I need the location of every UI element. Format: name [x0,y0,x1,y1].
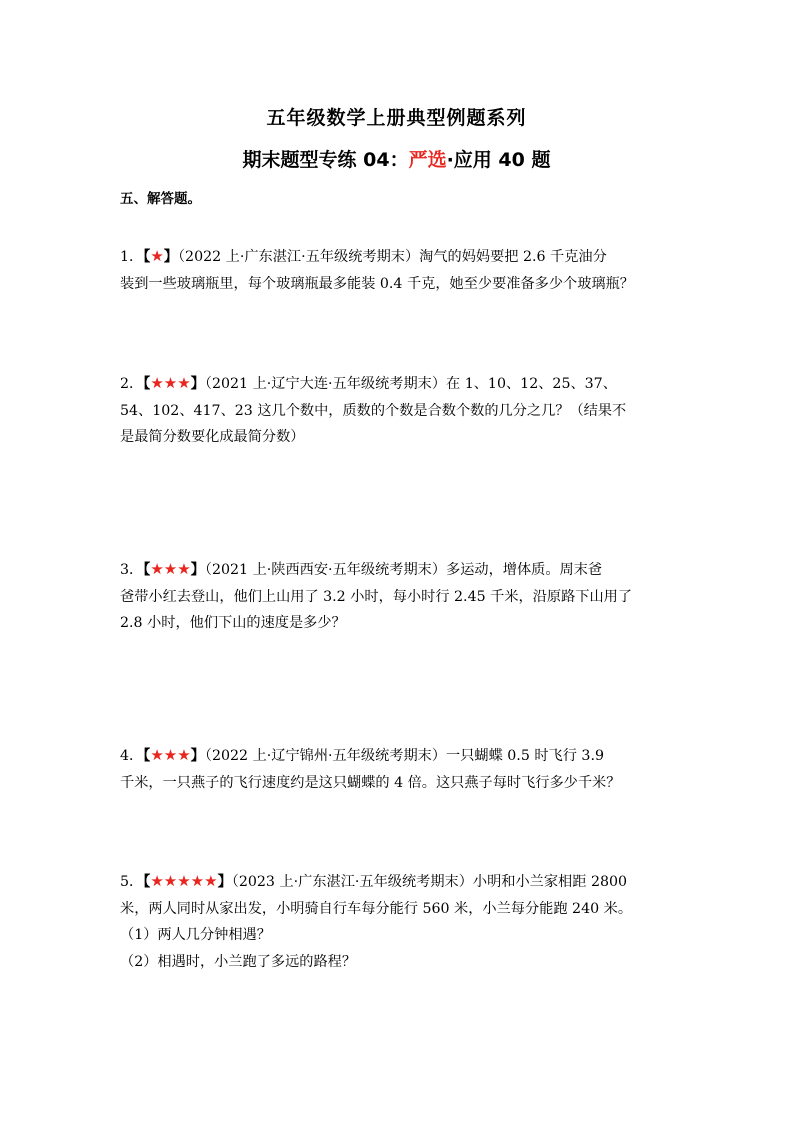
subtitle-prefix: 期末题型专练 04： [242,149,409,171]
question-text: （2021 上·陕西西安·五年级统考期末）多运动，增体质。周末爸 [204,562,603,578]
question-text: （2022 上·广东湛江·五年级统考期末）淘气的妈妈要把 2.6 千克油分 [177,249,607,265]
question-text: （2023 上·广东湛江·五年级统考期末）小明和小兰家相距 2800 [231,874,628,890]
question-number: 5． [120,874,144,890]
question-text: 装到一些玻璃瓶里，每个玻璃瓶最多能装 0.4 千克，她至少要准备多少个玻璃瓶？ [120,275,634,292]
subtitle-highlight: 严选 [408,149,447,171]
question-text: 米，两人同时从家出发，小明骑自行车每分能行 560 米，小兰每分能跑 240 米。 [120,900,633,917]
sub-question-2: （2）相遇时，小兰跑了多远的路程？ [120,953,357,970]
question-text: 2.8 小时，他们下山的速度是多少？ [120,615,346,631]
document-subtitle [0,145,793,172]
question-text: 爸带小红去登山，他们上山用了 3.2 小时，每小时行 2.45 千米，沿原路下山用了 [120,588,633,605]
sub-question-1: （1）两人几分钟相遇？ [120,927,271,943]
question-4: 4．【★★★】（2022 上·辽宁锦州·五年级统考期末）一只蝴蝶 0.5 时飞行 3.9 千米，一只燕子的飞行速度约是这只蝴蝶的 4 倍。这只燕子每时飞行多少千米？ [120,742,680,796]
question-number: 3． [120,562,144,578]
question-2: 2．【★★★】（2021 上·辽宁大连·五年级统考期末）在 1、10、12、25、37、 54、102、417、23 这几个数中，质数的个数是合数个数的几分之几？（结果不 是最简分数要化成最简分数） [120,370,680,451]
question-text: 是最简分数要化成最简分数） [120,429,305,445]
difficulty-stars: ★★★ [150,560,191,578]
section-title: 五、解答题。 [120,191,201,207]
question-text: 54、102、417、23 这几个数中，质数的个数是合数个数的几分之几？（结果不 [120,402,627,419]
document-title: 五年级数学上册典型例题系列 [266,107,527,129]
question-text: （2021 上·辽宁大连·五年级统考期末）在 1、10、12、25、37、 [204,376,617,392]
question-number: 4． [120,748,144,764]
difficulty-stars: ★★★★★ [150,872,218,890]
subtitle-suffix: ·应用 40 题 [446,149,551,171]
question-text: （2022 上·辽宁锦州·五年级统考期末）一只蝴蝶 0.5 时飞行 3.9 [204,748,604,764]
question-5: 5．【★★★★★】（2023 上·广东湛江·五年级统考期末）小明和小兰家相距 2800 米，两人同时从家出发，小明骑自行车每分能行 560 米，小兰每分能跑 240 米。 （1）两人几分钟相遇？ （2）相遇时，小兰跑了多远的路程？ [120,868,680,975]
question-3: 3．【★★★】（2021 上·陕西西安·五年级统考期末）多运动，增体质。周末爸 爸带小红去登山，他们上山用了 3.2 小时，每小时行 2.45 千米，沿原路下山用了 2.8 小时，他们下山的速度是多少？ [120,556,680,637]
difficulty-stars: ★★★ [150,746,191,764]
question-text: 千米，一只燕子的飞行速度约是这只蝴蝶的 4 倍。这只燕子每时飞行多少千米？ [120,774,621,791]
question-1: 1．【★】（2022 上·广东湛江·五年级统考期末）淘气的妈妈要把 2.6 千克油分 装到一些玻璃瓶里，每个玻璃瓶最多能装 0.4 千克，她至少要准备多少个玻璃瓶？ [120,243,680,297]
difficulty-stars: ★ [150,247,164,265]
difficulty-stars: ★★★ [150,374,191,392]
question-number: 1． [120,249,144,265]
question-number: 2． [120,376,144,392]
